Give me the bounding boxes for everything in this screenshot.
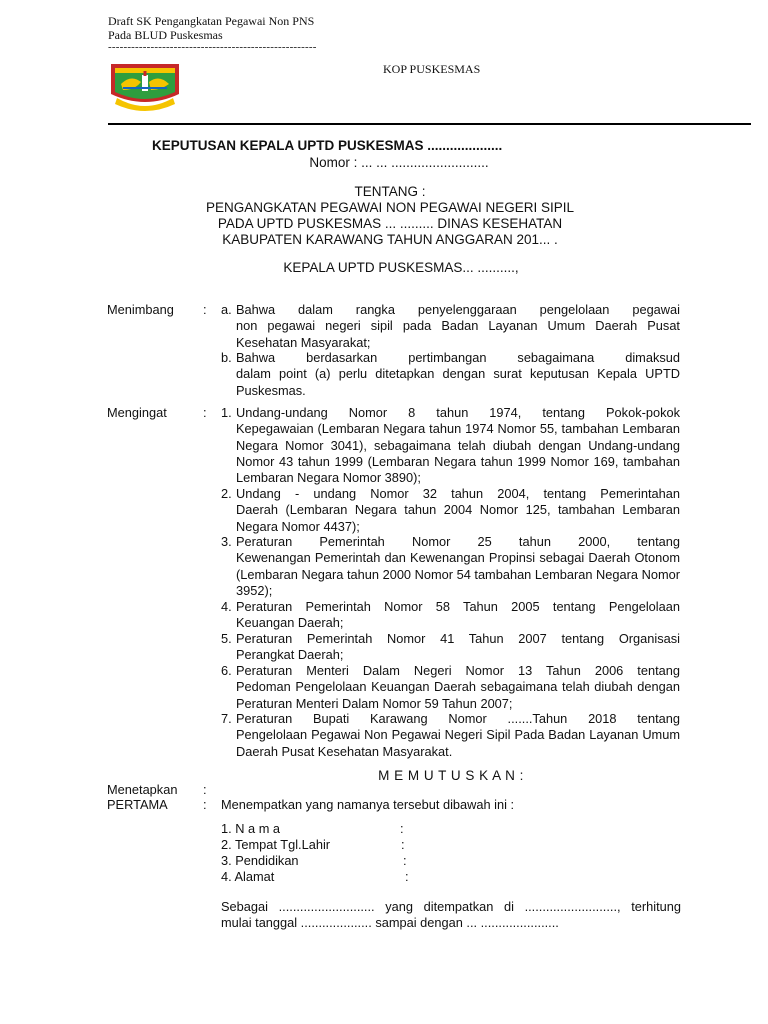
mengingat-num-5: 5.: [221, 631, 232, 646]
menimbang-item-b: [236, 350, 680, 399]
mengingat-label: Mengingat: [107, 405, 167, 420]
document-title: KEPUTUSAN KEPALA UPTD PUSKESMAS ....................: [152, 138, 503, 153]
mengingat-item-5: [236, 631, 680, 664]
mengingat-item-7-rest: Pengelolaan Pegawai Non Pegawai Negeri Sipil Pada Badan Layanan Umum Daerah Pusat Kesehatan Masyarakat.: [236, 727, 680, 759]
menimbang-colon: :: [203, 302, 207, 317]
mengingat-item-6-rest: Pedoman Pengelolaan Keuangan Daerah sebagaimana telah diubah dengan Peraturan Menteri Dalam Nomor 59 Tahun 2007;: [236, 679, 680, 711]
mengingat-item-1-rest: Kepegawaian (Lembaran Negara tahun 1974 Nomor 55, tambahan Lembaran Negara Nomor 3041), sebagaimana telah diubah dengan Undang-undang Nomor 43 tahun 1999 (Lembaran Negara tahun 1999 Nomor 169, tambahan Lembaran Negara Nomor 3890);: [236, 421, 680, 486]
kop-puskesmas: KOP PUSKESMAS: [383, 62, 481, 76]
tentang-line-3: KABUPATEN KARAWANG TAHUN ANGGARAN 201... .: [222, 232, 558, 247]
mengingat-item-3-line1: Peraturan Pemerintah Nomor 25 tahun 2000, tentang: [236, 534, 680, 549]
field-nama-colon: :: [400, 821, 404, 836]
sebagai-line-2: mulai tanggal .................... sampai dengan ... ......................: [221, 915, 559, 930]
menimbang-label: Menimbang: [107, 302, 174, 317]
menimbang-item-b-line1: Bahwa berdasarkan pertimbangan sebagaimana dimaksud: [236, 350, 680, 365]
draft-line-2: Pada BLUD Puskesmas: [108, 28, 223, 42]
mengingat-item-2: [236, 486, 680, 535]
mengingat-item-7-line1: Peraturan Bupati Karawang Nomor .......Tahun 2018 tentang: [236, 711, 680, 726]
draft-line-1: Draft SK Pengangkatan Pegawai Non PNS: [108, 14, 315, 28]
field-tempat-colon: :: [401, 837, 405, 852]
sebagai-line-1: Sebagai ........................... yang ditempatkan di .........................., terhitung: [221, 899, 681, 914]
pertama-colon: :: [203, 797, 207, 812]
header-dash-line: ------------------------------------------------------: [108, 41, 317, 53]
mengingat-item-5-line1: Peraturan Pemerintah Nomor 41 Tahun 2007 tentang Organisasi: [236, 631, 680, 646]
menetapkan-label: Menetapkan: [107, 782, 178, 797]
mengingat-colon: :: [203, 405, 207, 420]
field-tempat-label: 2. Tempat Tgl.Lahir: [221, 837, 331, 852]
tentang-line-2: PADA UPTD PUSKESMAS ... ......... DINAS KESEHATAN: [217, 216, 563, 231]
memutuskan-heading: M E M U T U S K A N :: [378, 768, 524, 783]
mengingat-item-3: [236, 534, 680, 599]
mengingat-item-6-line1: Peraturan Menteri Dalam Negeri Nomor 13 Tahun 2006 tentang: [236, 663, 680, 678]
mengingat-item-2-line1: Undang - undang Nomor 32 tahun 2004, tentang Pemerintahan: [236, 486, 680, 501]
menimbang-item-a-line1: Bahwa dalam rangka penyelenggaraan pengelolaan pegawai: [236, 302, 680, 317]
mengingat-item-7: [236, 711, 680, 760]
mengingat-item-4: [236, 599, 680, 632]
draft-header: [108, 14, 314, 42]
tentang-label: TENTANG :: [354, 184, 426, 199]
karawang-logo: [109, 60, 181, 112]
mengingat-num-2: 2.: [221, 486, 232, 501]
menimbang-num-b: b.: [221, 350, 232, 365]
menimbang-item-a: [236, 302, 680, 351]
mengingat-item-6: [236, 663, 680, 712]
tentang-line-1: PENGANGKATAN PEGAWAI NON PEGAWAI NEGERI SIPIL: [205, 200, 575, 215]
kepala-line: KEPALA UPTD PUSKESMAS... ..........,: [283, 260, 519, 275]
mengingat-num-3: 3.: [221, 534, 232, 549]
pertama-label: PERTAMA: [107, 797, 168, 812]
mengingat-num-4: 4.: [221, 599, 232, 614]
menimbang-item-a-rest: non pegawai negeri sipil pada Badan Layanan Umum Daerah Pusat Kesehatan Masyarakat;: [236, 318, 680, 350]
header-rule: [108, 123, 751, 125]
field-alamat-label: 4. Alamat: [221, 869, 275, 884]
mengingat-item-5-rest: Perangkat Daerah;: [236, 647, 344, 663]
mengingat-item-2-rest: Daerah (Lembaran Negara tahun 2004 Nomor 125, tambahan Lembaran Negara Nomor 4437);: [236, 502, 680, 534]
field-pendidikan-label: 3. Pendidikan: [221, 853, 299, 868]
mengingat-item-3-rest: Kewenangan Pemerintah dan Kewenangan Propinsi sebagai Daerah Otonom (Lembaran Negara tahun 2000 Nomor 54 tambahan Lembaran Negara Nomor 3952);: [236, 550, 680, 598]
field-pendidikan-colon: :: [403, 853, 407, 868]
mengingat-item-4-rest: Keuangan Daerah;: [236, 615, 344, 631]
mengingat-num-6: 6.: [221, 663, 232, 678]
pertama-text: Menempatkan yang namanya tersebut dibawah ini :: [221, 797, 515, 812]
mengingat-num-1: 1.: [221, 405, 232, 420]
menimbang-item-b-rest: dalam point (a) perlu ditetapkan dengan surat keputusan Kepala UPTD Puskesmas.: [236, 366, 680, 398]
menimbang-num-a: a.: [221, 302, 232, 317]
field-nama-label: 1. N a m a: [221, 821, 281, 836]
mengingat-item-4-line1: Peraturan Pemerintah Nomor 58 Tahun 2005 tentang Pengelolaan: [236, 599, 680, 614]
karawang-seal-icon: [109, 60, 181, 112]
menetapkan-colon: :: [203, 782, 207, 797]
field-alamat-colon: :: [405, 869, 409, 884]
mengingat-item-1: [236, 405, 680, 486]
mengingat-item-1-line1: Undang-undang Nomor 8 tahun 1974, tentang Pokok-pokok: [236, 405, 680, 420]
mengingat-num-7: 7.: [221, 711, 232, 726]
nomor-line: Nomor : ... ... ..........................: [309, 155, 489, 170]
